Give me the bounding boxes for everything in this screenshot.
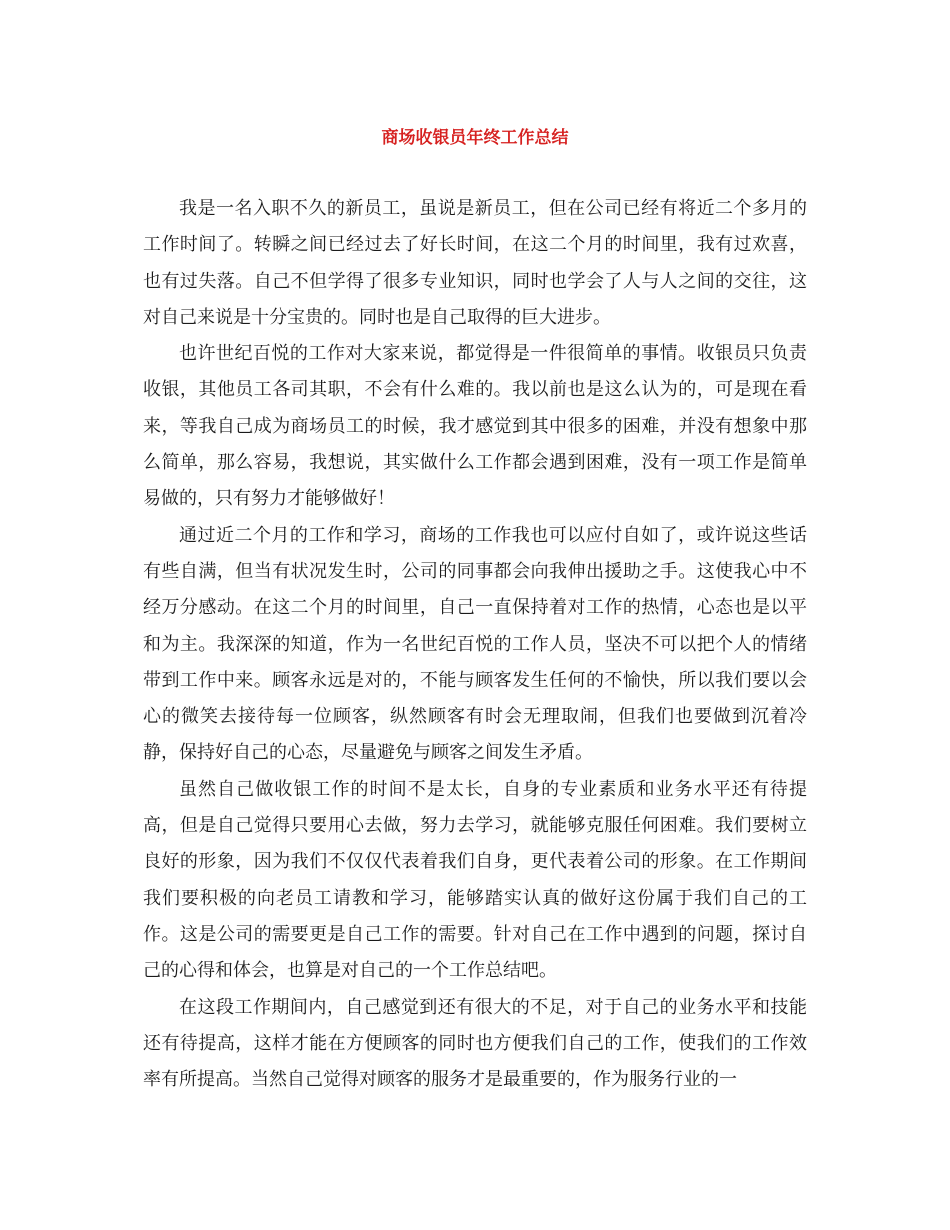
document-title: 商场收银员年终工作总结 <box>381 128 569 148</box>
paragraph-3: 通过近二个月的工作和学习，商场的工作我也可以应付自如了，或许说这些话有些自满，但当有状况发生时，公司的同事都会向我伸出援助之手。这使我心中不经万分感动。在这二个月的时间里，自己一直保持着对工作的热情，心态也是以平和为主。我深深的知道，作为一名世纪百悦的工作人员，坚决不可以把个人的情绪带到工作中来。顾客永远是对的，不能与顾客发生任何的不愉快，所以我们要以会心的微笑去接待每一位顾客，纵然顾客有时会无理取闹，但我们也要做到沉着冷静，保持好自己的心态，尽量避免与顾客之间发生矛盾。 <box>143 524 807 764</box>
paragraph-1: 我是一名入职不久的新员工，虽说是新员工，但在公司已经有将近二个多月的工作时间了。转瞬之间已经过去了好长时间，在这二个月的时间里，我有过欢喜，也有过失落。自己不但学得了很多专业知识，同时也学会了人与人之间的交往，这对自己来说是十分宝贵的。同时也是自己取得的巨大进步。 <box>143 198 807 328</box>
paragraph-4: 虽然自己做收银工作的时间不是太长，自身的专业素质和业务水平还有待提高，但是自己觉得只要用心去做，努力去学习，就能够克服任何困难。我们要树立良好的形象，因为我们不仅仅代表着我们自身，更代表着公司的形象。在工作期间我们要积极的向老员工请教和学习，能够踏实认真的做好这份属于我们自己的工作。这是公司的需要更是自己工作的需要。针对自己在工作中遇到的问题，探讨自己的心得和体会，也算是对自己的一个工作总结吧。 <box>143 778 807 982</box>
paragraph-2: 也许世纪百悦的工作对大家来说，都觉得是一件很简单的事情。收银员只负责收银，其他员工各司其职，不会有什么难的。我以前也是这么认为的，可是现在看来，等我自己成为商场员工的时候，我才感觉到其中很多的困难，并没有想象中那么简单，那么容易，我想说，其实做什么工作都会遇到困难，没有一项工作是简单易做的，只有努力才能够做好！ <box>143 343 807 510</box>
document-body <box>143 191 807 1098</box>
paragraph-5: 在这段工作期间内，自己感觉到还有很大的不足，对于自己的业务水平和技能还有待提高，这样才能在方便顾客的同时也方便我们自己的工作，使我们的工作效率有所提高。当然自己觉得对顾客的服务才是最重要的，作为服务行业的一 <box>143 996 807 1091</box>
